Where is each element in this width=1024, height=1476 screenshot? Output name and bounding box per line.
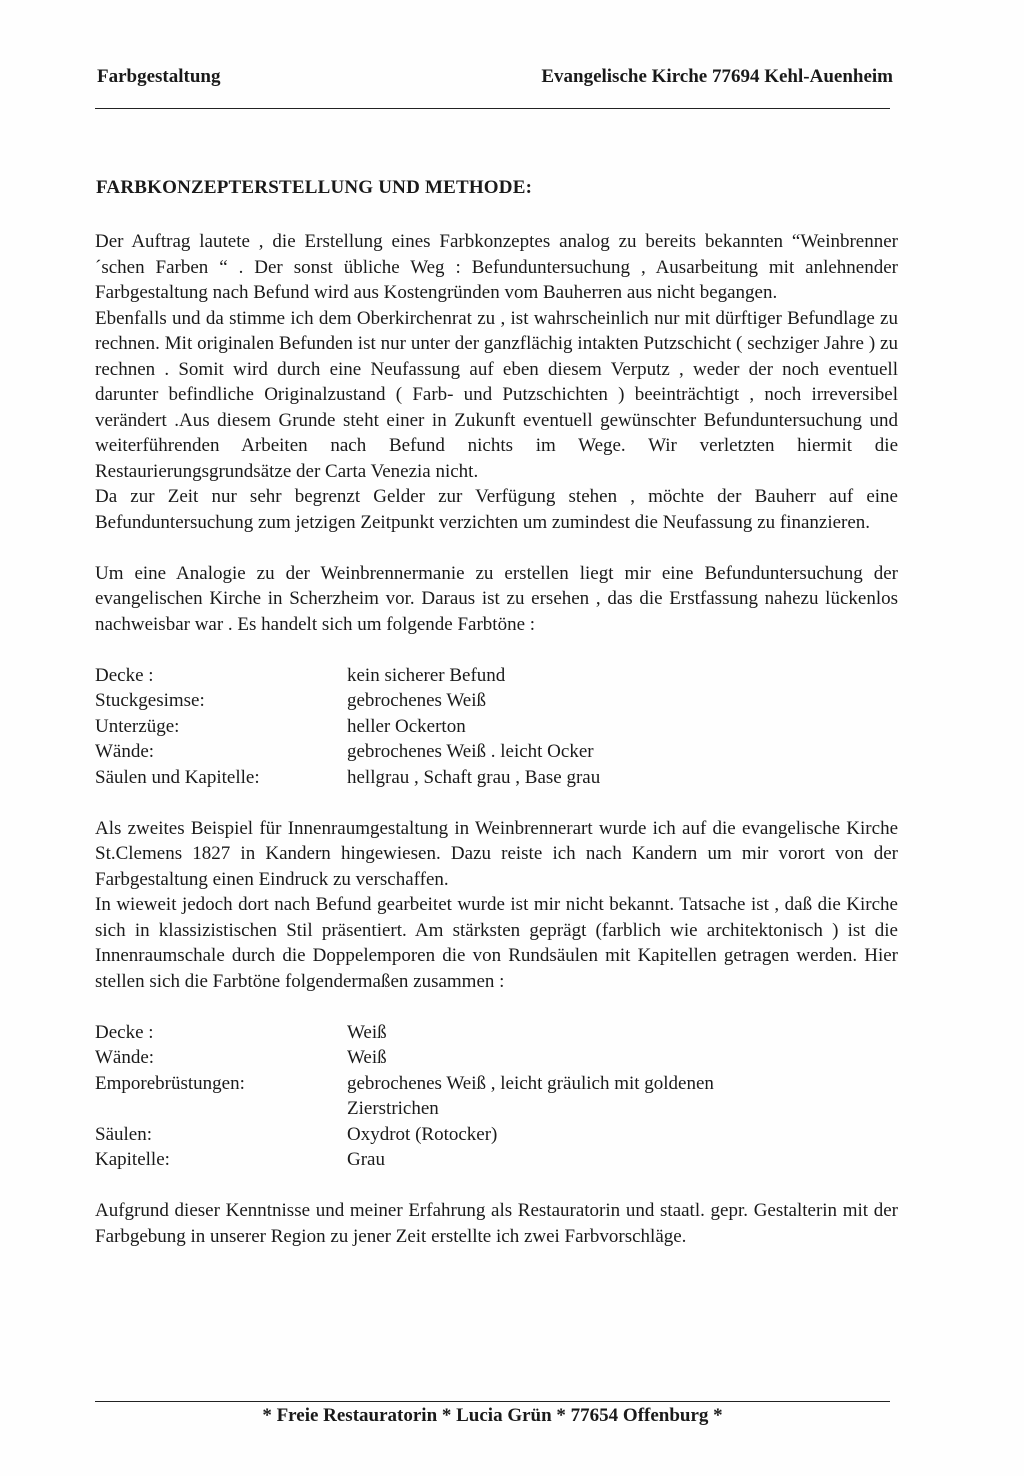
paragraph-1: Der Auftrag lautete , die Erstellung eines Farbkonzeptes analog zu bereits bekannten “Weinbrenner´schen Farben “ . Der sonst übliche Weg : Befunduntersuchung , Ausarbeitung mit anlehnender Farbgestaltung nach Befund wird aus Kostengründen vom Bauherren aus nicht begangen.: [95, 231, 898, 303]
list-item: [95, 663, 898, 689]
paragraph-7: Aufgrund dieser Kenntnisse und meiner Erfahrung als Restauratorin und staatl. gepr. Gestalterin mit der Farbgebung in unserer Region zu jener Zeit erstellte ich zwei Farbvorschläge.: [95, 1200, 898, 1247]
list-label: Stuckgesimse:: [95, 690, 205, 711]
list-value: Weiß: [347, 1021, 387, 1043]
body-text: [95, 229, 898, 1249]
paragraph-6: In wieweit jedoch dort nach Befund gearbeitet wurde ist mir nicht bekannt. Tatsache ist , daß die Kirche sich in klassizistischen Stil präsentiert. Am stärksten geprägt (farblich wie architektonisch ) ist die Innenraumschale durch die Doppelemporen die von Rundsäulen mit Kapitellen getragen werden. Hier stellen sich die Farbtöne folgendermaßen zusammen :: [95, 894, 898, 992]
paragraph-3: Da zur Zeit nur sehr begrenzt Gelder zur Verfügung stehen , möchte der Bauherr auf eine Befunduntersuchung zum jetzigen Zeitpunkt verzichten um zumindest die Neufassung zu finanzieren.: [95, 486, 898, 533]
list-item: [95, 714, 898, 740]
footer: * Freie Restauratorin * Lucia Grün * 77654 Offenburg *: [262, 1405, 723, 1426]
paragraph-4: Um eine Analogie zu der Weinbrennermanie zu erstellen liegt mir eine Befunduntersuchung der evangelischen Kirche in Scherzheim vor. Daraus ist zu ersehen , das die Erstfassung nahezu lückenlos nachweisbar war . Es handelt sich um folgende Farbtöne :: [95, 562, 898, 635]
color-list-scherzheim: [95, 663, 898, 791]
header-rule: [95, 108, 890, 109]
header-right: Evangelische Kirche 77694 Kehl-Auenheim: [541, 66, 893, 87]
list-item: [95, 1020, 898, 1046]
list-item: [95, 1071, 898, 1122]
list-item: [95, 688, 898, 714]
list-label: Säulen und Kapitelle:: [95, 766, 260, 788]
color-list-kandern: [95, 1020, 898, 1173]
list-label: Emporebrüstungen:: [95, 1072, 245, 1094]
list-label: Kapitelle:: [95, 1149, 170, 1170]
list-value: heller Ockerton: [347, 715, 466, 737]
list-item: [95, 1045, 898, 1071]
list-value: hellgrau , Schaft grau , Base grau: [347, 766, 601, 788]
list-label: Wände:: [95, 1047, 155, 1068]
list-item: [95, 765, 898, 791]
list-value: gebrochenes Weiß , leicht gräulich mit goldenen Zierstrichen: [347, 1072, 714, 1119]
header-left: Farbgestaltung: [97, 66, 221, 87]
list-label: Wände:: [95, 741, 155, 762]
list-item: [95, 1122, 898, 1148]
list-label: Unterzüge:: [95, 715, 180, 737]
section-heading: FARBKONZEPTERSTELLUNG UND METHODE:: [96, 177, 533, 198]
list-label: Decke :: [95, 1021, 154, 1043]
list-value: Weiß: [347, 1047, 387, 1068]
list-label: Decke :: [95, 664, 154, 686]
list-value: Oxydrot (Rotocker): [347, 1123, 498, 1145]
list-label: Säulen:: [95, 1123, 152, 1145]
list-value: gebrochenes Weiß: [347, 690, 486, 711]
paragraph-5: Als zweites Beispiel für Innenraumgestaltung in Weinbrennerart wurde ich auf die evangelische Kirche St.Clemens 1827 in Kandern hingewiesen. Dazu reiste ich nach Kandern um mir vorort von der Farbgestaltung einen Eindruck zu verschaffen.: [95, 817, 898, 890]
list-value: gebrochenes Weiß . leicht Ocker: [347, 741, 594, 762]
list-value: Grau: [347, 1149, 385, 1170]
list-item: [95, 739, 898, 765]
paragraph-2: Ebenfalls und da stimme ich dem Oberkirchenrat zu , ist wahrscheinlich nur mit dürftiger Befundlage zu rechnen. Mit originalen Befunden ist nur unter der ganzflächig intakten Putzschicht ( sechziger Jahre ) zu rechnen . Somit wird durch eine Neufassung auf eben diesem Verputz , weder der noch eventuell darunter befindliche Originalzustand ( Farb- und Putzschichten ) beeinträchtigt , noch irreversibel verändert .Aus diesem Grunde steht einer in Zukunft eventuell gewünschter Befunduntersuchung und weiterführenden Arbeiten nach Befund nichts im Wege. Wir verletzten hiermit die Restaurierungsgrundsätze der Carta Venezia nicht.: [95, 307, 898, 482]
list-item: [95, 1147, 898, 1173]
footer-rule: [95, 1401, 890, 1402]
list-value: kein sicherer Befund: [347, 664, 506, 686]
